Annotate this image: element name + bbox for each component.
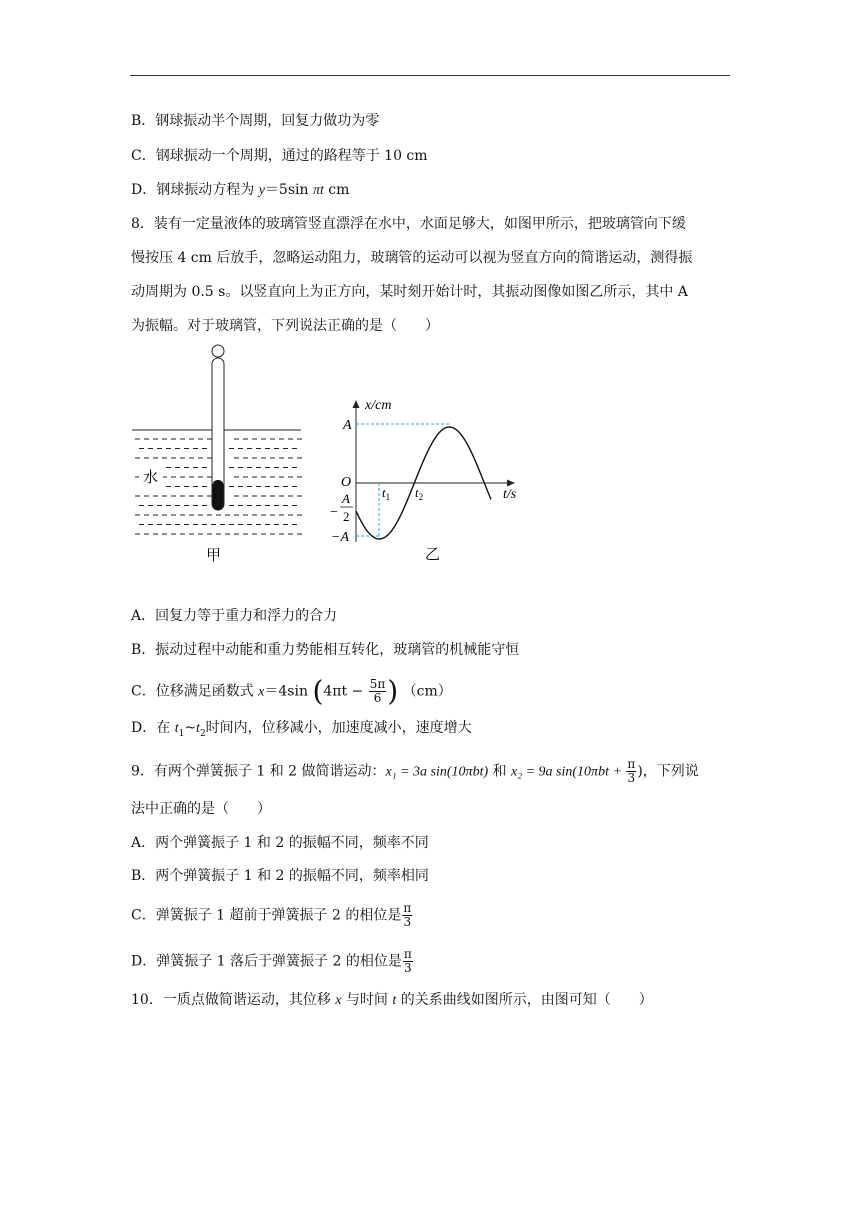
q9-option-d: D．弹簧振子 1 落后于弹簧振子 2 的相位是 $\frac{\pi}{3}$ (131, 947, 412, 975)
q8-stem-line-3: 动周期为 0.5 s。以竖直向上为正方向，某时刻开始计时，其振动图像如图乙所示，其中 A (131, 284, 688, 300)
x-axis-arrow (507, 480, 515, 487)
q8-stem-line-1: 8．装有一定量液体的玻璃管竖直漂浮在水中，水面足够大，如图甲所示，把玻璃管向下缓 (131, 216, 686, 232)
q7-option-d: D．钢球振动方程为 y＝5sin πt cm (131, 182, 350, 198)
q8-stem-line-4: 为振幅。对于玻璃管，下列说法正确的是（ ） (131, 318, 439, 334)
tick-half-a-num: A (342, 491, 350, 506)
q8-stem-line-2: 慢按压 4 cm 后放手，忽略运动阻力，玻璃管的运动可以视为竖直方向的简谐运动，测得振 (131, 250, 693, 266)
q9-eq1: x₁ = 3a sin(10πbt) (385, 764, 489, 780)
figure-jia-caption: 甲 (206, 548, 222, 564)
figure-jia (125, 338, 310, 570)
x-axis-label: t/s (503, 487, 517, 502)
q8-option-c: C．位移满足函数式 x＝4sin (4πt − $\frac{5\pi}{6}$ ) （cm） (131, 674, 452, 708)
water-label: 水 (143, 470, 159, 486)
tick-a: A (343, 418, 352, 433)
tick-half-a-sign: − (330, 505, 338, 520)
y-axis-label: x/cm (365, 398, 392, 413)
q9-option-b: B．两个弹簧振子 1 和 2 的振幅不同，频率相同 (131, 868, 429, 884)
q10-stem: 10．一质点做简谐运动，其位移 x 与时间 t 的关系曲线如图所示，由图可知（ ） (131, 992, 653, 1008)
q8-option-d: D．在 $t_1\sim t_2$时间内，位移减小，加速度减小，速度增大 (131, 720, 472, 739)
t1-label: $t_1$ (382, 485, 391, 502)
q9-eq2: x₂ = 9a sin(10πbt + (511, 764, 626, 780)
q9-option-a: A．两个弹簧振子 1 和 2 的振幅不同，频率不同 (131, 835, 429, 851)
tick-half-a-den: 2 (343, 509, 350, 524)
q7-option-b: B．钢球振动半个周期，回复力做功为零 (131, 113, 380, 129)
tube-liquid (213, 480, 224, 510)
y-axis-arrow (353, 400, 360, 408)
q9-stem-line-2: 法中正确的是（ ） (131, 801, 271, 817)
origin-label: O (341, 475, 352, 490)
t2-label: $t_2$ (415, 485, 424, 502)
q8-option-b: B．振动过程中动能和重力势能相互转化，玻璃管的机械能守恒 (131, 642, 520, 658)
q8-option-a: A．回复力等于重力和浮力的合力 (131, 608, 338, 624)
tube-bulb (212, 345, 224, 357)
header-rule (130, 75, 730, 76)
figure-yi-caption: 乙 (425, 547, 441, 563)
q9-option-c: C．弹簧振子 1 超前于弹簧振子 2 的相位是 $\frac{\pi}{3}$ (131, 901, 412, 929)
q7-option-c: C．钢球振动一个周期，通过的路程等于 10 cm (131, 148, 428, 164)
q9-stem-line-1: 9．有两个弹簧振子 1 和 2 做简谐运动：x₁ = 3a sin(10πbt) 和 x₂ = 9a sin(10πbt + $\frac{\pi}{3}$ )，下列说 (131, 757, 699, 785)
tick-neg-a: −A (331, 530, 349, 545)
figure-yi (325, 390, 530, 570)
